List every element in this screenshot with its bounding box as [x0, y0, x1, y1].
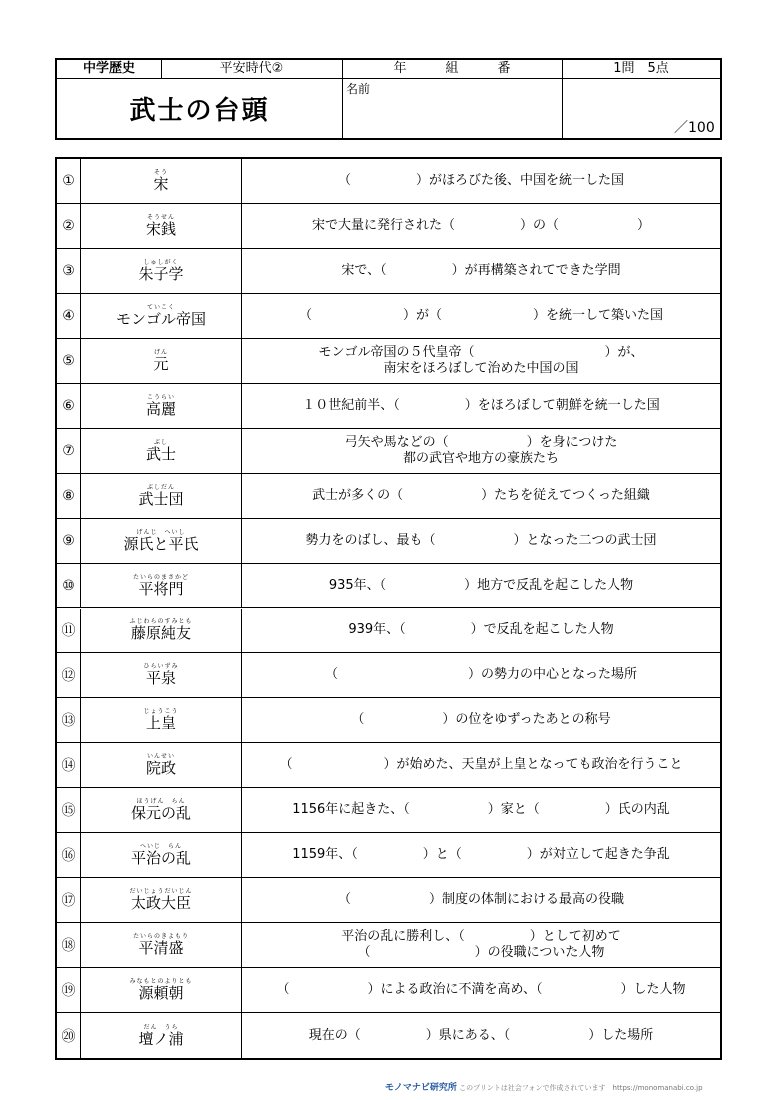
term-cell: [81, 204, 242, 248]
question-number: ⑱: [57, 923, 81, 967]
question-row: [57, 788, 720, 833]
name-label: 名前: [346, 82, 371, 96]
description-cell: [242, 653, 720, 697]
term-word: 宋: [153, 174, 169, 193]
term-furigana: ぶしだん: [146, 483, 175, 491]
term-word: 壇ノ浦: [138, 1029, 184, 1048]
description-line: （ ）による政治に不満を高め、（ ）した人物: [276, 982, 686, 998]
term-cell: [81, 159, 242, 203]
question-number: ②: [57, 204, 81, 248]
unit-label: 平安時代②: [219, 61, 284, 76]
term-cell: [81, 609, 242, 653]
term-cell: [81, 653, 242, 697]
description-cell: [242, 294, 720, 338]
description-line: モンゴル帝国の５代皇帝（ ）が、: [318, 344, 644, 360]
term-word: 院政: [145, 759, 176, 778]
description-cell: [242, 339, 720, 383]
question-number: ⑳: [57, 1013, 81, 1058]
term-word: 武士: [145, 444, 176, 463]
description-line: 1156年に起きた、（ ）家と（ ）氏の内乱: [292, 802, 670, 818]
term-furigana: いんせい: [146, 753, 175, 761]
term-word: 高麗: [145, 399, 176, 418]
footer-text: このプリントは社会フォンで作成されています https://monomanabi.co.jp: [459, 1084, 703, 1092]
description-line: （ ）が（ ）を統一して築いた国: [298, 307, 663, 323]
question-number: ⑫: [57, 653, 81, 697]
question-number: ⑬: [57, 698, 81, 742]
term-cell: [81, 564, 242, 608]
question-row: [57, 519, 720, 564]
question-number: ⑯: [57, 833, 81, 877]
description-cell: [242, 384, 720, 428]
term-furigana: ていこく: [146, 303, 175, 311]
description-line: （ ）の役職についた人物: [357, 945, 605, 961]
question-number: ④: [57, 294, 81, 338]
description-line: 南宋をほろぼして治めた中国の国: [383, 360, 579, 376]
description-cell: [242, 788, 720, 832]
term-cell: [81, 249, 242, 293]
term-furigana: ほうげん らん: [136, 798, 186, 806]
description-line: 935年、（ ）地方で反乱を起こした人物: [328, 577, 634, 593]
term-word: 宋銭: [145, 219, 176, 238]
footer: [385, 1080, 703, 1093]
term-word: 保元の乱: [130, 804, 191, 823]
question-row: [57, 1013, 720, 1058]
term-furigana: そう: [153, 168, 168, 176]
term-furigana: だいじょうだいじん: [129, 888, 193, 896]
description-cell: [242, 429, 720, 473]
question-row: [57, 249, 720, 294]
question-row: [57, 204, 720, 249]
term-furigana: こうらい: [146, 393, 175, 401]
term-furigana: じょうこう: [143, 708, 179, 716]
description-line: （ ）制度の体制における最高の役職: [337, 892, 624, 908]
term-furigana: しゅしがく: [143, 258, 179, 266]
term-cell: [81, 429, 242, 473]
question-row: [57, 294, 720, 339]
term-cell: [81, 294, 242, 338]
question-row: [57, 564, 720, 609]
question-number: ⑩: [57, 564, 81, 608]
description-cell: [242, 878, 720, 922]
term-word: 武士団: [138, 489, 184, 508]
term-word: 平清盛: [138, 939, 184, 958]
term-cell: [81, 923, 242, 967]
description-line: 現在の（ ）県にある、（ ）した場所: [308, 1027, 654, 1043]
class-fields: 年 組 番: [393, 61, 511, 76]
question-row: [57, 698, 720, 743]
description-cell: [242, 698, 720, 742]
description-line: （ ）が始めた、天皇が上皇となっても政治を行うこと: [279, 757, 683, 773]
question-row: [57, 609, 720, 654]
term-word: モンゴル帝国: [115, 309, 206, 328]
description-cell: [242, 564, 720, 608]
question-row: [57, 878, 720, 923]
term-furigana: ふじわらのすみとも: [129, 618, 193, 626]
question-row: [57, 474, 720, 519]
description-line: （ ）の勢力の中心となった場所: [324, 667, 637, 683]
description-line: 平治の乱に勝利し、（ ）として初めて: [341, 929, 621, 945]
term-furigana: ひらいずみ: [143, 663, 179, 671]
term-word: 平将門: [138, 579, 184, 598]
footer-logo: モノマナビ研究所: [385, 1083, 457, 1093]
question-number: ⑦: [57, 429, 81, 473]
description-line: 939年、（ ）で反乱を起こした人物: [348, 622, 614, 638]
term-furigana: へいじ らん: [139, 843, 182, 851]
description-cell: [242, 474, 720, 518]
question-number: ⑪: [57, 609, 81, 653]
term-word: 平泉: [145, 669, 176, 688]
question-number: ⑥: [57, 384, 81, 428]
description-line: 都の武官や地方の豪族たち: [402, 450, 559, 466]
description-cell: [242, 1013, 720, 1058]
description-line: 勢力をのばし、最も（ ）となった二つの武士団: [305, 532, 657, 548]
question-number: ③: [57, 249, 81, 293]
term-word: 平治の乱: [130, 849, 191, 868]
question-number: ⑤: [57, 339, 81, 383]
page-title: 武士の台頭: [129, 95, 270, 126]
description-cell: [242, 609, 720, 653]
description-line: 宋で、（ ）が再構築されてできた学問: [341, 262, 621, 278]
question-row: [57, 833, 720, 878]
description-line: （ ）の位をゆずったあとの称号: [351, 712, 611, 728]
term-word: 上皇: [145, 714, 176, 733]
question-table: [55, 157, 722, 1060]
term-word: 藤原純友: [130, 624, 191, 643]
term-cell: [81, 384, 242, 428]
question-number: ⑭: [57, 743, 81, 787]
term-cell: [81, 1013, 242, 1058]
term-cell: [81, 698, 242, 742]
term-cell: [81, 519, 242, 563]
description-line: 1159年、（ ）と（ ）が対立して起きた争乱: [292, 847, 670, 863]
question-row: [57, 339, 720, 384]
question-number: ①: [57, 159, 81, 203]
term-cell: [81, 339, 242, 383]
description-cell: [242, 519, 720, 563]
question-row: [57, 429, 720, 474]
points-label: 1問 5点: [613, 61, 669, 76]
description-line: （ ）がほろびた後、中国を統一した国: [337, 172, 624, 188]
term-word: 太政大臣: [130, 894, 191, 913]
description-line: 宋で大量に発行された（ ）の（ ）: [311, 217, 650, 233]
term-furigana: だん うら: [143, 1023, 179, 1031]
term-word: 元: [153, 354, 169, 373]
term-furigana: みなもとのよりとも: [129, 978, 193, 986]
question-number: ⑨: [57, 519, 81, 563]
term-furigana: ぶし: [153, 438, 168, 446]
term-furigana: げんじ へいし: [136, 528, 186, 536]
term-word: 朱子学: [138, 264, 184, 283]
worksheet-header: [55, 58, 722, 140]
description-cell: [242, 743, 720, 787]
description-cell: [242, 833, 720, 877]
description-cell: [242, 249, 720, 293]
term-cell: [81, 788, 242, 832]
question-number: ⑮: [57, 788, 81, 832]
description-cell: [242, 204, 720, 248]
question-row: [57, 653, 720, 698]
question-number: ⑲: [57, 968, 81, 1012]
score-label: ／100: [674, 120, 715, 136]
term-furigana: そうせん: [146, 213, 175, 221]
description-cell: [242, 159, 720, 203]
subject-label: 中学歴史: [82, 61, 135, 76]
description-cell: [242, 968, 720, 1012]
description-line: 武士が多くの（ ）たちを従えてつくった組織: [312, 487, 650, 503]
question-row: [57, 968, 720, 1013]
term-word: 源頼朝: [138, 984, 184, 1003]
term-furigana: げん: [153, 348, 168, 356]
question-row: [57, 923, 720, 968]
term-furigana: たいらのきよもり: [132, 933, 189, 941]
term-word: 源氏と平氏: [123, 534, 199, 553]
description-cell: [242, 923, 720, 967]
term-cell: [81, 968, 242, 1012]
description-line: 弓矢や馬などの（ ）を身につけた: [344, 434, 618, 450]
question-row: [57, 743, 720, 788]
question-number: ⑰: [57, 878, 81, 922]
term-furigana: たいらのまさかど: [132, 573, 189, 581]
question-row: [57, 159, 720, 204]
term-cell: [81, 474, 242, 518]
term-cell: [81, 833, 242, 877]
description-line: １０世紀前半、（ ）をほろぼして朝鮮を統一した国: [302, 397, 660, 413]
question-row: [57, 384, 720, 429]
question-number: ⑧: [57, 474, 81, 518]
term-cell: [81, 878, 242, 922]
term-cell: [81, 743, 242, 787]
